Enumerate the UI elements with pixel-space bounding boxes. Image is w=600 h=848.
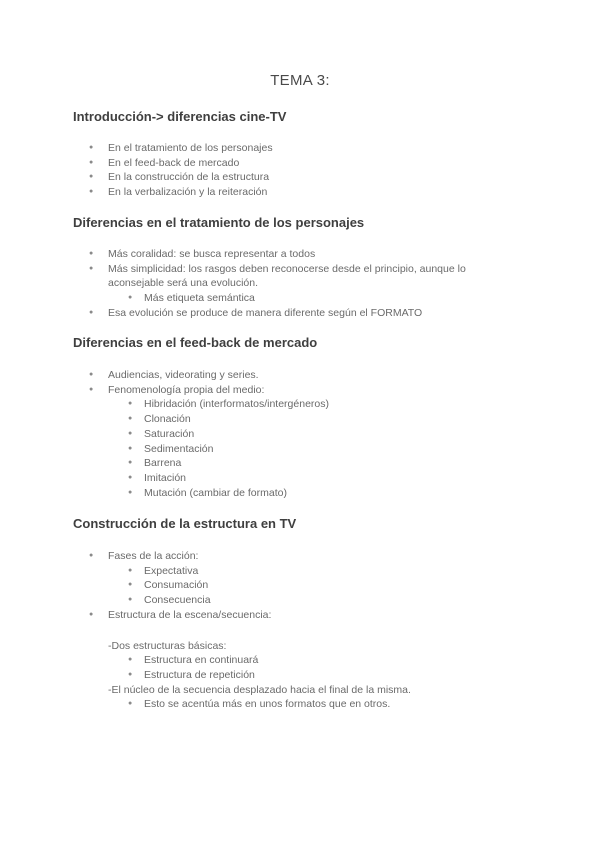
section-heading-estructura: Construcción de la estructura en TV xyxy=(73,516,297,531)
list-subitem: ● Barrena xyxy=(0,456,600,471)
section-heading-intro: Introducción-> diferencias cine-TV xyxy=(73,109,287,124)
list-item: ● Estructura de la escena/secuencia: xyxy=(0,608,600,623)
list-item: ● Fenomenología propia del medio: xyxy=(0,383,600,398)
list-item: ● Más coralidad: se busca representar a todos xyxy=(0,247,600,262)
list-item: ● Más simplicidad: los rasgos deben reconocerse desde el principio, aunque lo aconsejable será una evolución. xyxy=(0,262,600,291)
list-item: ● En la verbalización y la reiteración xyxy=(0,185,600,200)
list-subitem: ● Imitación xyxy=(0,471,600,486)
list-item: ● En el tratamiento de los personajes xyxy=(0,141,600,156)
list-subitem: ● Hibridación (interformatos/intergéneros) xyxy=(0,397,600,412)
list-subitem: ● Saturación xyxy=(0,427,600,442)
paragraph-line: -El núcleo de la secuencia desplazado hacia el final de la misma. xyxy=(108,683,411,696)
personajes-list xyxy=(0,247,600,321)
section-heading-feedback: Diferencias en el feed-back de mercado xyxy=(73,335,318,350)
list-subitem: ● Estructura de repetición xyxy=(0,668,600,683)
page-title: TEMA 3: xyxy=(270,72,330,89)
section-heading-personajes: Diferencias en el tratamiento de los personajes xyxy=(73,215,365,230)
list-spacer xyxy=(0,623,600,639)
feedback-list xyxy=(0,368,600,500)
list-subitem: ● Sedimentación xyxy=(0,442,600,457)
estructura-list xyxy=(0,549,600,712)
list-subitem: ● Clonación xyxy=(0,412,600,427)
list-subitem: ● Expectativa xyxy=(0,564,600,579)
list-item: ● En el feed-back de mercado xyxy=(0,156,600,171)
list-subitem: ● Consumación xyxy=(0,578,600,593)
list-subitem: ● Esto se acentúa más en unos formatos que en otros. xyxy=(0,697,600,712)
list-item: ● Fases de la acción: xyxy=(0,549,600,564)
list-subitem: ● Consecuencia xyxy=(0,593,600,608)
list-subitem: ● Mutación (cambiar de formato) xyxy=(0,486,600,501)
list-subitem: ● Estructura en continuará xyxy=(0,653,600,668)
list-subitem: ● Más etiqueta semántica xyxy=(0,291,600,306)
list-item: ● Esa evolución se produce de manera diferente según el FORMATO xyxy=(0,306,600,321)
list-item: ● Audiencias, videorating y series. xyxy=(0,368,600,383)
paragraph-line: -Dos estructuras básicas: xyxy=(108,639,227,652)
intro-list xyxy=(0,141,600,200)
list-item: ● En la construcción de la estructura xyxy=(0,170,600,185)
